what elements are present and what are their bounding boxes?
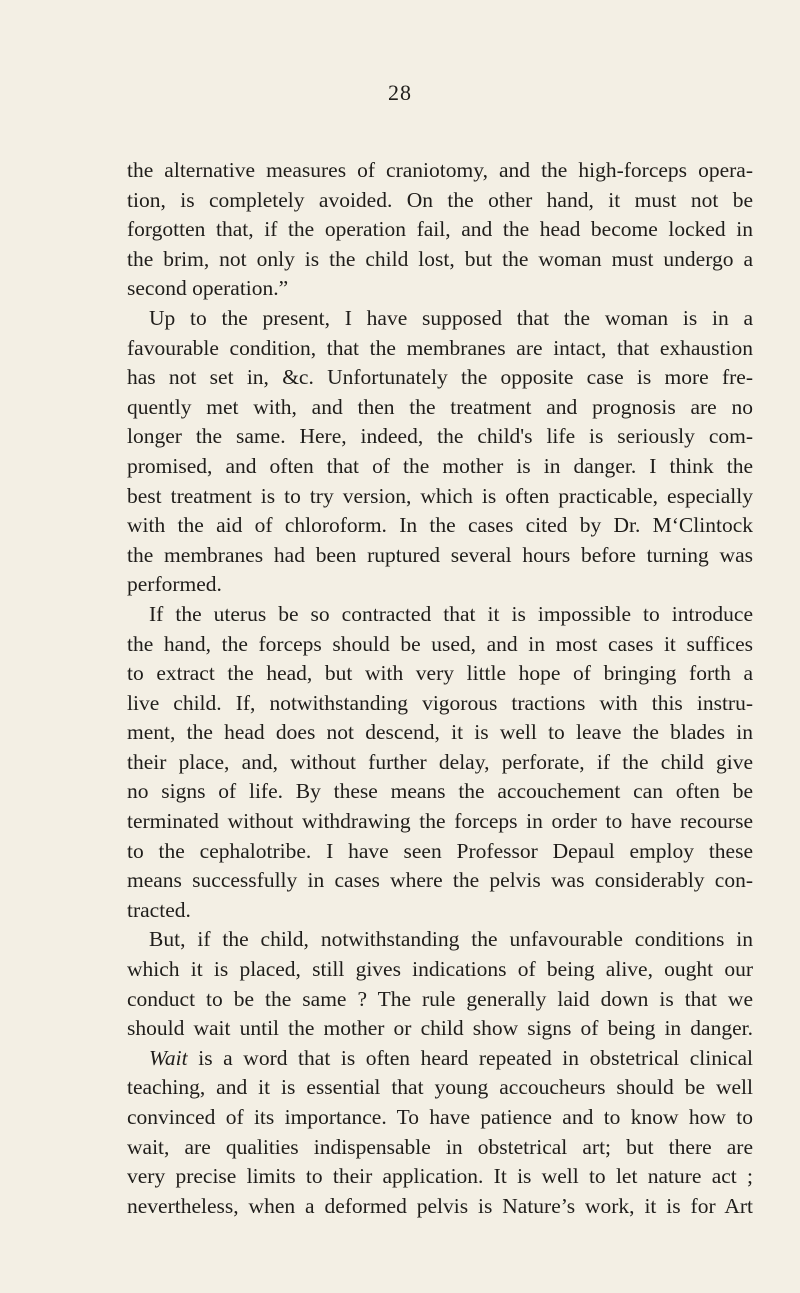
text-line: teaching, and it is essential that young accoucheurs should be well xyxy=(127,1075,753,1100)
text-line: should wait until the mother or child show signs of being in danger. xyxy=(127,1016,753,1041)
text-line: very precise limits to their application. It is well to let nature act ; xyxy=(127,1164,753,1189)
text-line: wait, are qualities indispensable in obstetrical art; but there are xyxy=(127,1134,753,1159)
text-line: the alternative measures of craniotomy, and the high-forceps opera- xyxy=(127,158,753,182)
text-line: nevertheless, when a deformed pelvis is Nature’s work, it is for Art xyxy=(127,1193,753,1218)
emphasized-word: Wait xyxy=(149,1045,188,1070)
page-number: 28 xyxy=(388,80,412,105)
text-line: favourable condition, that the membranes are intact, that exhaustion xyxy=(127,335,753,360)
text-line: terminated without withdrawing the forceps in order to have recourse xyxy=(127,809,753,834)
text-line: longer the same. Here, indeed, the child's life is seriously com- xyxy=(127,424,753,449)
text-line: second operation.” xyxy=(127,276,289,301)
text-line-rest: is a word that is often heard repeated in obstetrical clinical xyxy=(198,1045,754,1070)
text-line: best treatment is to try version, which is often practicable, especially xyxy=(127,483,753,508)
text-line: which it is placed, still gives indications of being alive, ought our xyxy=(127,957,753,982)
text-line: promised, and often that of the mother is in danger. I think the xyxy=(127,453,753,478)
text-line: no signs of life. By these means the accouchement can often be xyxy=(127,779,753,804)
body-text xyxy=(127,156,753,1221)
text-line: their place, and, without further delay, perforate, if the child give xyxy=(127,749,753,774)
text-line: to extract the head, but with very little hope of bringing forth a xyxy=(127,661,753,686)
text-line: Up to the present, I have supposed that the woman is in a xyxy=(149,305,753,330)
text-line: convinced of its importance. To have patience and to know how to xyxy=(127,1105,753,1129)
text-line: tion, is completely avoided. On the other hand, it must not be xyxy=(127,187,753,212)
text-line: means successfully in cases where the pelvis was considerably con- xyxy=(127,868,753,893)
text-line: the hand, the forceps should be used, and in most cases it suffices xyxy=(127,631,753,656)
text-line xyxy=(127,1044,753,1074)
text-line: the brim, not only is the child lost, but the woman must undergo a xyxy=(127,246,753,271)
text-line: quently met with, and then the treatment and prognosis are no xyxy=(127,394,753,419)
text-line: forgotten that, if the operation fail, and the head become locked in xyxy=(127,217,753,242)
text-line: has not set in, &c. Unfortunately the opposite case is more fre- xyxy=(127,365,753,390)
text-line: performed. xyxy=(127,572,222,597)
text-line: If the uterus be so contracted that it is impossible to introduce xyxy=(149,601,753,626)
text-line: the membranes had been ruptured several hours before turning was xyxy=(127,542,753,567)
text-line: live child. If, notwithstanding vigorous tractions with this instru- xyxy=(127,690,753,715)
text-line: But, if the child, notwithstanding the unfavourable conditions in xyxy=(149,927,753,952)
text-line: with the aid of chloroform. In the cases cited by Dr. M‘Clintock xyxy=(127,513,753,538)
text-line: conduct to be the same ? The rule generally laid down is that we xyxy=(127,986,753,1011)
text-line: to the cephalotribe. I have seen Professor Depaul employ these xyxy=(127,838,753,863)
text-line: tracted. xyxy=(127,897,191,922)
text-line: ment, the head does not descend, it is well to leave the blades in xyxy=(127,720,753,745)
